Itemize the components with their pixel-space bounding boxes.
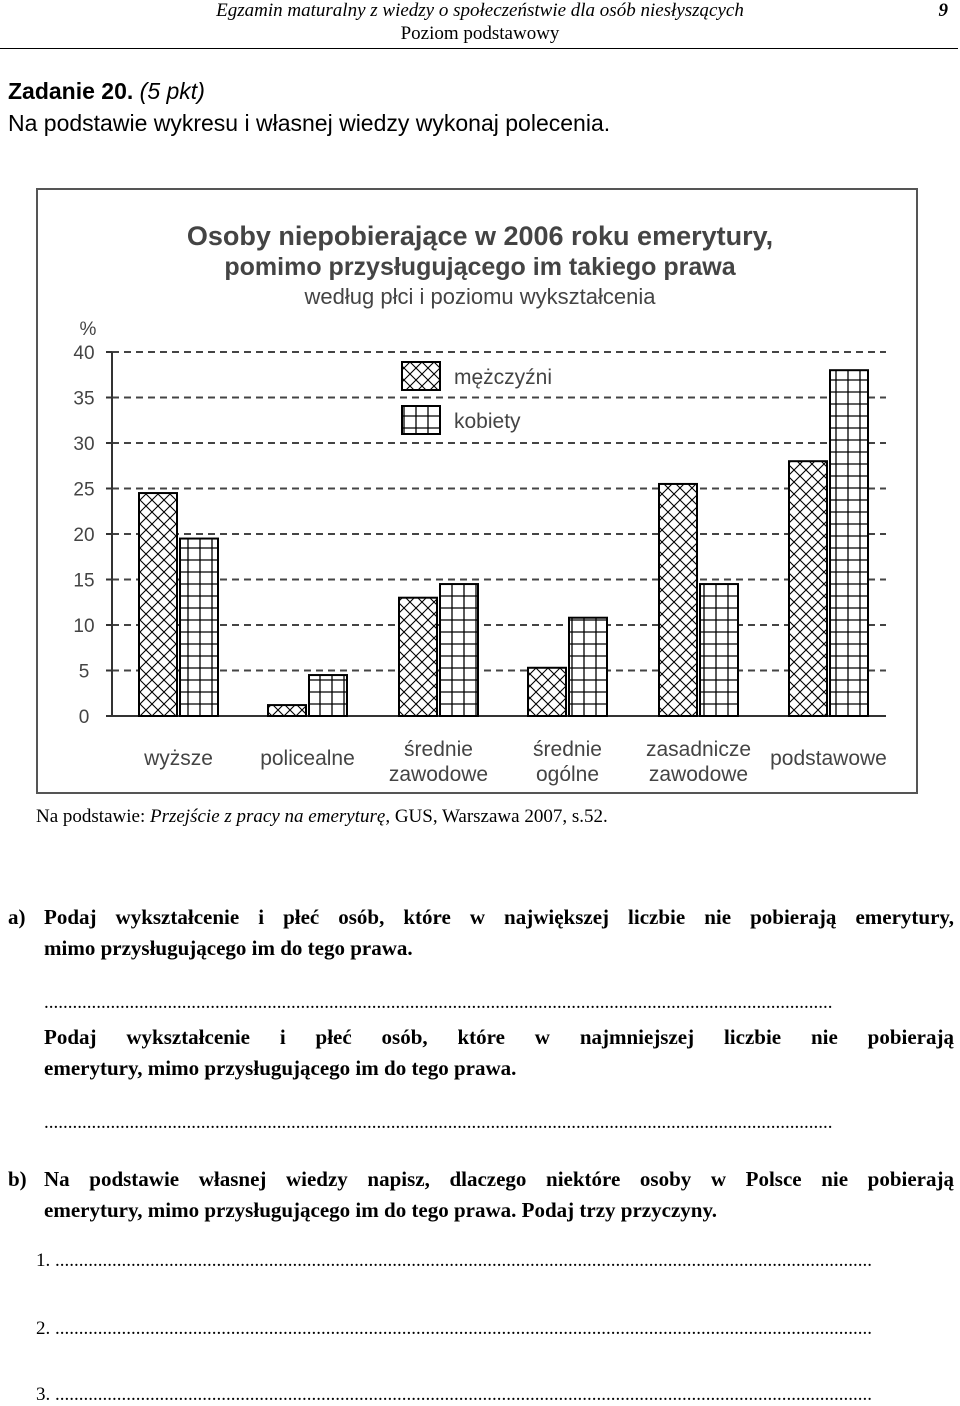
x-tick-label-5-0: podstawowe (770, 747, 887, 770)
x-tick-label-2-1: zawodowe (388, 763, 489, 786)
question-a2-line2: emerytury, mimo przysługującego im do tego prawa. (44, 1056, 517, 1080)
task-points: (5 pkt) (139, 78, 205, 104)
legend-swatch-1 (402, 406, 440, 434)
bar-women-5 (830, 370, 868, 716)
source-title: Przejście z pracy na emeryturę (149, 806, 386, 827)
question-b-line1: Na podstawie własnej wiedzy napisz, dlaczego niektóre osoby w Polsce nie pobierają (44, 1167, 954, 1191)
task-number: Zadanie 20. (8, 78, 134, 104)
source-prefix: Na podstawie: (36, 806, 150, 827)
answer-line-a1[interactable]: ...................................................................................................................................................................... (44, 992, 833, 1013)
answer-dots-2: ............................................................................................................................................................................ (55, 1318, 872, 1339)
legend-label-1: kobiety (454, 410, 521, 433)
x-tick-label-4-0: zasadnicze (645, 738, 752, 761)
y-tick-label-35: 35 (73, 388, 95, 410)
x-tick-label-2-0: średnie (404, 738, 473, 761)
task-title (8, 78, 205, 105)
page-number: 9 (938, 0, 948, 21)
source-rest: , GUS, Warszawa 2007, s.52. (385, 806, 608, 827)
header-divider (0, 48, 958, 49)
chart-title-line-2: pomimo przysługującego im takiego prawa (224, 253, 736, 281)
bar-women-1 (309, 675, 347, 716)
answer-line-a2[interactable]: ...................................................................................................................................................................... (44, 1112, 833, 1133)
question-b-label: b) (8, 1167, 27, 1191)
exam-level: Poziom podstawowy (400, 23, 560, 44)
y-axis-label: % (79, 319, 97, 340)
answer-dots-3: ............................................................................................................................................................................ (55, 1384, 872, 1405)
y-tick-label-40: 40 (73, 343, 95, 364)
question-a1-line1: Podaj wykształcenie i płeć osób, które w największej liczbie nie pobierają emerytury, (44, 905, 954, 929)
question-a1-line2: mimo przysługującego im do tego prawa. (44, 936, 413, 960)
answer-number-1: 1. (36, 1250, 51, 1271)
x-tick-label-3-0: średnie (533, 738, 602, 761)
answer-line-3[interactable] (36, 1384, 952, 1406)
bar-men-5 (789, 461, 827, 716)
bar-men-1 (268, 705, 306, 716)
x-tick-label-1-0: policealne (260, 747, 355, 770)
question-a2-line1: Podaj wykształcenie i płeć osób, które w najmniejszej liczbie nie pobierają (44, 1025, 954, 1049)
exam-title: Egzamin maturalny z wiedzy o społeczeństwie dla osób niesłyszących (216, 0, 744, 21)
answer-number-2: 2. (36, 1318, 51, 1339)
y-tick-label-10: 10 (73, 616, 95, 637)
question-b-line2: emerytury, mimo przysługującego im do tego prawa. Podaj trzy przyczyny. (44, 1198, 718, 1222)
bar-men-3 (528, 668, 566, 716)
bar-women-4 (700, 584, 738, 716)
bar-men-2 (399, 598, 437, 716)
y-tick-label-20: 20 (73, 525, 95, 546)
chart-source (36, 806, 608, 828)
bar-women-3 (569, 618, 607, 716)
x-tick-label-0-0: wyższe (144, 747, 213, 770)
y-tick-label-25: 25 (73, 479, 95, 501)
chart-frame (36, 188, 918, 794)
bar-women-0 (180, 539, 218, 716)
x-tick-label-3-1: ogólne (535, 763, 600, 786)
y-tick-label-30: 30 (73, 434, 95, 455)
chart-title-line-1: Osoby niepobierające w 2006 roku emerytury, (186, 221, 774, 251)
y-tick-label-0: 0 (78, 707, 90, 728)
answer-number-3: 3. (36, 1384, 51, 1405)
task-intro: Na podstawie wykresu i własnej wiedzy wykonaj polecenia. (8, 110, 611, 136)
answer-line-2[interactable] (36, 1318, 952, 1340)
chart-subtitle: według płci i poziomu wykształcenia (304, 284, 656, 309)
legend-swatch-0 (402, 362, 440, 390)
bar-men-4 (659, 484, 697, 716)
question-a-label: a) (8, 905, 26, 929)
x-tick-label-4-1: zawodowe (648, 763, 749, 786)
y-tick-label-15: 15 (73, 570, 95, 592)
legend-label-0: mężczyźni (454, 366, 553, 389)
answer-dots-1: ............................................................................................................................................................................ (55, 1250, 872, 1271)
answer-line-1[interactable] (36, 1250, 952, 1272)
bar-chart (38, 190, 916, 792)
bar-women-2 (440, 584, 478, 716)
y-tick-label-5: 5 (78, 661, 90, 683)
bar-men-0 (139, 493, 177, 716)
